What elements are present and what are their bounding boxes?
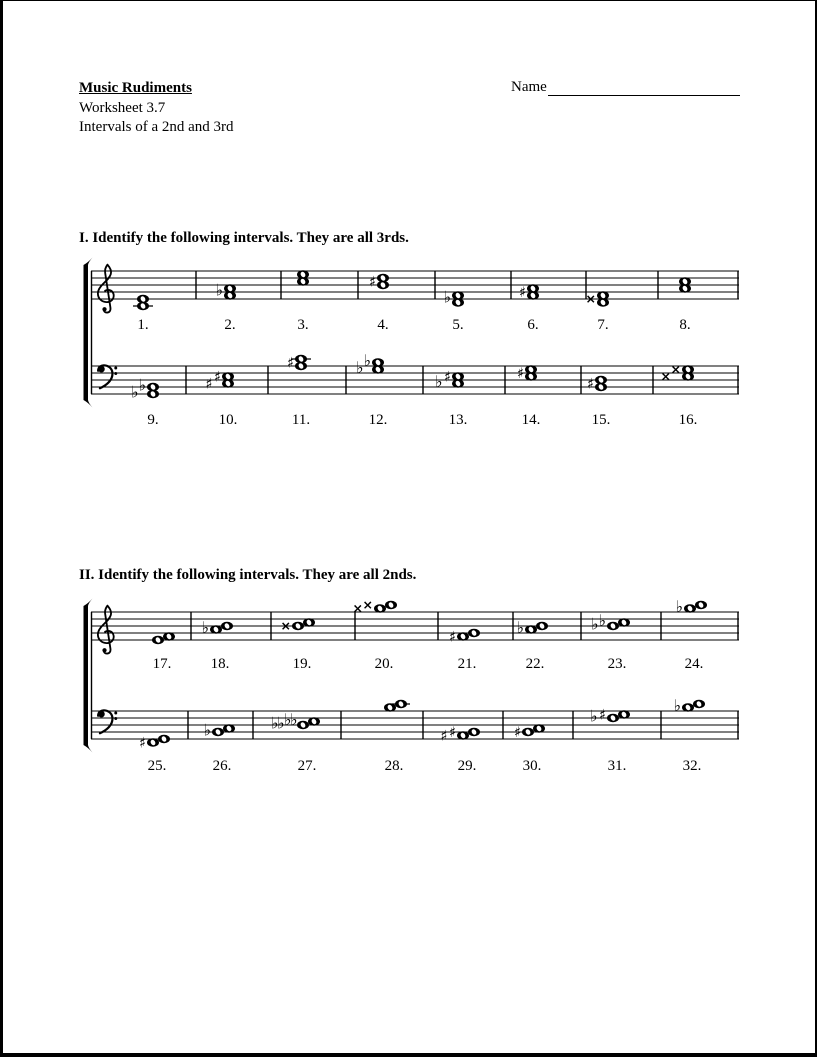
accidental-flat: ♭	[138, 375, 146, 395]
accidental-sharp: ♯	[513, 724, 521, 741]
accidental-sharp: ♯	[138, 735, 146, 752]
measure-number: 16.	[678, 412, 698, 428]
measure-number: 22.	[525, 656, 545, 672]
measure-number: 19.	[292, 656, 312, 672]
accidental-dsharp: ×	[280, 618, 291, 634]
clef-stem	[104, 265, 111, 313]
measure-number: 2.	[224, 317, 236, 333]
interval-item	[201, 618, 233, 672]
bracket-bottom-tip	[84, 400, 93, 408]
section-1-instruction: I. Identify the following intervals. They are all 3rds.	[79, 230, 409, 246]
interval-item	[139, 735, 170, 774]
system-bracket	[84, 265, 89, 400]
clef-stem	[104, 606, 111, 654]
bass-clef-icon	[98, 710, 117, 733]
treble-clef-icon	[98, 606, 114, 654]
interval-item	[591, 611, 630, 672]
measure-number: 29.	[457, 758, 477, 774]
interval-item	[679, 277, 691, 333]
measure-number: 15.	[591, 412, 611, 428]
name-label: Name	[511, 79, 547, 95]
interval-item	[673, 696, 705, 774]
interval-item	[661, 362, 698, 428]
measure-number: 30.	[522, 758, 542, 774]
accidental-flat: ♭	[598, 611, 606, 630]
measure-number: 1.	[137, 317, 149, 333]
accidental-sharp: ♯	[448, 629, 456, 646]
measure-number: 11.	[291, 412, 311, 428]
accidental-dsharp: ×	[670, 361, 681, 377]
measure-number: 8.	[679, 317, 691, 333]
accidental-flat: ♭	[130, 382, 139, 402]
section-2-instruction: II. Identify the following intervals. They are all 2nds.	[79, 567, 417, 583]
worksheet-title: Music Rudiments	[79, 80, 192, 96]
measure-number: 26.	[212, 758, 232, 774]
accidental-sharp: ♯	[213, 369, 221, 386]
measure-number: 14.	[521, 412, 541, 428]
accidental-flat: ♭	[355, 358, 364, 377]
interval-item	[675, 597, 707, 672]
interval-item	[440, 725, 480, 774]
accidental-sharp: ♯	[286, 355, 294, 372]
accidental-flat: ♭	[201, 618, 209, 637]
accidental-flat: ♭	[589, 706, 598, 726]
interval-item	[152, 632, 175, 672]
interval-item	[356, 351, 387, 428]
grand-staff-section-2	[80, 586, 762, 788]
interval-item	[271, 710, 320, 774]
measure-number: 3.	[297, 317, 309, 333]
accidental-sharp: ♯	[516, 365, 524, 382]
clef-dot	[102, 307, 106, 311]
accidental-sharp: ♯	[443, 369, 451, 386]
measure-number: 31.	[607, 758, 627, 774]
interval-item	[587, 376, 610, 428]
measure-number: 12.	[368, 412, 388, 428]
measure-number: 10.	[218, 412, 238, 428]
interval-item	[215, 281, 236, 334]
interval-item	[131, 376, 159, 429]
clef-dot	[114, 717, 117, 720]
interval-item	[519, 284, 539, 333]
accidental-dflat: ♭♭	[283, 710, 296, 729]
measure-number: 17.	[152, 656, 172, 672]
accidental-dsharp: ×	[362, 597, 373, 613]
measure-number: 21.	[457, 656, 477, 672]
interval-item	[205, 369, 237, 428]
measure-number: 7.	[597, 317, 609, 333]
accidental-flat: ♭	[443, 287, 451, 307]
accidental-sharp: ♯	[368, 274, 376, 291]
accidental-flat: ♭	[203, 720, 211, 740]
measure-number: 32.	[682, 758, 702, 774]
accidental-flat: ♭	[675, 597, 683, 616]
name-blank-line	[548, 80, 740, 96]
measure-number: 27.	[297, 758, 317, 774]
measure-number: 9.	[147, 412, 159, 428]
accidental-sharp: ♯	[448, 724, 456, 741]
measure-number: 13.	[448, 412, 468, 428]
bracket-top-tip	[84, 258, 93, 266]
accidental-dflat: ♭♭	[270, 713, 283, 733]
accidental-sharp: ♯	[205, 376, 213, 393]
accidental-flat: ♭	[363, 351, 371, 370]
interval-item	[443, 288, 464, 334]
interval-item	[590, 707, 630, 775]
interval-item	[449, 629, 480, 672]
treble-clef-icon	[98, 265, 114, 313]
interval-item	[297, 270, 309, 333]
accidental-dsharp: ×	[352, 600, 363, 616]
accidental-sharp: ♯	[586, 376, 594, 393]
measure-number: 28.	[384, 758, 404, 774]
clef-dot	[114, 367, 117, 370]
interval-item	[281, 618, 315, 672]
accidental-flat: ♭	[434, 372, 443, 391]
measure-number: 18.	[210, 656, 230, 672]
accidental-flat: ♭	[215, 280, 223, 300]
measure-number: 6.	[527, 317, 539, 333]
interval-item	[516, 618, 548, 672]
name-field	[511, 79, 740, 96]
bracket-top-tip	[84, 599, 93, 607]
accidental-dsharp: ×	[660, 368, 671, 384]
interval-item	[353, 597, 397, 672]
interval-item	[435, 369, 467, 428]
accidental-flat: ♭	[673, 696, 681, 715]
clef-dot	[114, 372, 117, 375]
accidental-sharp: ♯	[518, 284, 526, 301]
accidental-sharp: ♯	[440, 728, 448, 745]
grand-staff-section-1	[80, 251, 762, 441]
measure-number: 25.	[147, 758, 167, 774]
measure-number: 20.	[374, 656, 394, 672]
measure-number: 23.	[607, 656, 627, 672]
worksheet-topic: Intervals of a 2nd and 3rd	[79, 119, 234, 135]
interval-item	[586, 291, 609, 333]
system-bracket	[84, 606, 89, 745]
clef-dot	[102, 648, 106, 652]
bass-clef-icon	[98, 365, 117, 388]
measure-number: 24.	[684, 656, 704, 672]
accidental-flat: ♭	[516, 618, 524, 637]
clef-dot	[114, 712, 117, 715]
accidental-dsharp: ×	[585, 291, 596, 307]
interval-item	[369, 274, 389, 333]
interval-item	[517, 365, 540, 428]
accidental-flat: ♭	[590, 614, 599, 634]
bracket-bottom-tip	[84, 745, 93, 753]
interval-item	[133, 295, 153, 333]
interval-item	[514, 724, 545, 774]
measure-number: 4.	[377, 317, 389, 333]
worksheet-subtitle: Worksheet 3.7	[79, 99, 166, 116]
interval-item	[203, 721, 235, 775]
worksheet-header	[79, 79, 234, 138]
measure-number: 5.	[452, 317, 464, 333]
accidental-sharp: ♯	[598, 707, 606, 724]
